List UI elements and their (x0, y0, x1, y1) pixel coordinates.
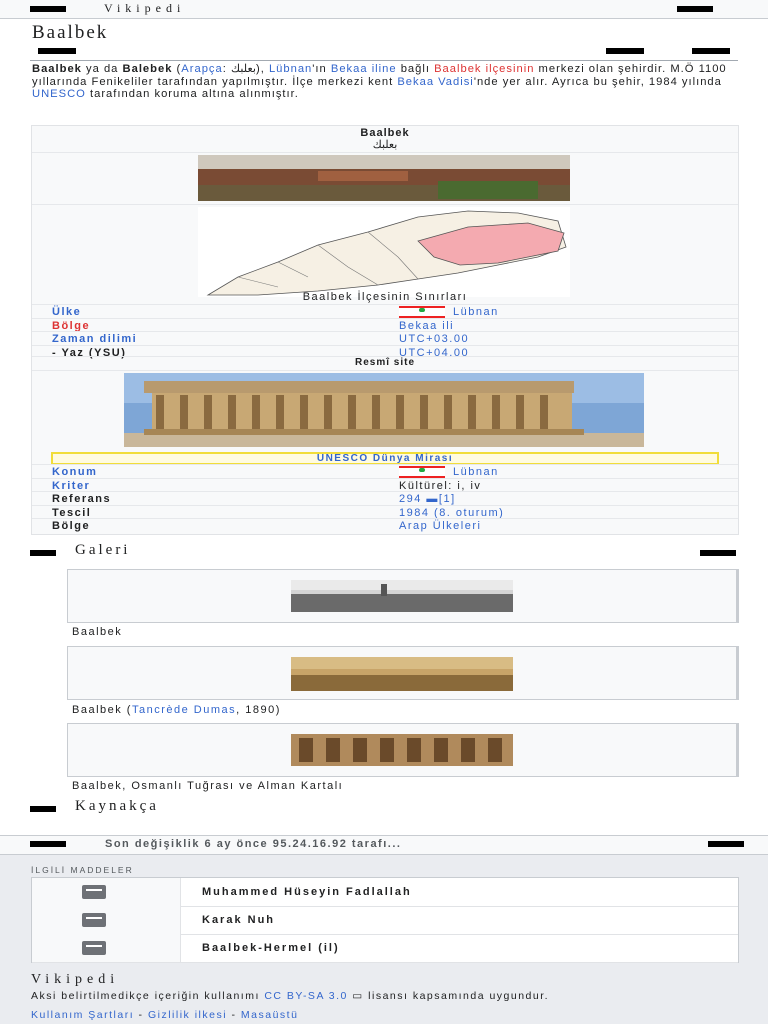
infobox-label: Bölge (52, 520, 91, 532)
infobox-row (32, 331, 738, 346)
relief-panel (461, 738, 475, 762)
infobox-row (32, 304, 738, 319)
relief-panel (326, 738, 340, 762)
temple-column (228, 395, 236, 431)
language-icon[interactable] (38, 48, 76, 54)
infobox-label[interactable]: Kriter (52, 479, 91, 492)
infobox-value-text[interactable]: UTC+04.00 (399, 346, 470, 359)
gallery-item[interactable] (67, 723, 739, 777)
temple-column (492, 395, 500, 431)
temple-column (252, 395, 260, 431)
infobox-label[interactable]: Konum (52, 466, 98, 478)
baalbek-ruins-photo[interactable] (198, 155, 570, 201)
last-modified-bar[interactable] (0, 835, 768, 855)
license-suffix: lisansı kapsamında uygundur. (363, 990, 550, 1002)
relief-panel (299, 738, 313, 762)
infobox-row (32, 505, 738, 520)
lebanon-map[interactable] (198, 207, 570, 297)
intro-link[interactable]: Bekaa iline (330, 63, 397, 75)
page-title: Baalbek (32, 22, 109, 43)
related-header: İLGİLİ MADDELER (31, 865, 134, 875)
section-references-heading[interactable]: Kaynakça (75, 798, 159, 814)
relief-panel (488, 738, 502, 762)
intro-link[interactable]: Bekaa Vadisi (397, 75, 474, 88)
infobox-value (399, 507, 504, 519)
infobox-value-text[interactable]: 294 ▬[1] (399, 493, 456, 505)
footer-link-privacy[interactable]: Gizlilik ilkesi (147, 1009, 228, 1021)
infobox-value-text: Kültürel: i, iv (399, 479, 482, 492)
infobox-value (399, 466, 499, 478)
temple-of-bacchus-photo[interactable] (124, 373, 644, 447)
intro-link[interactable]: UNESCO (32, 88, 86, 101)
lebanon-flag-icon (399, 466, 445, 478)
search-icon[interactable] (677, 6, 713, 12)
chevron-right-icon (708, 841, 744, 847)
official-site[interactable]: Resmî site (32, 356, 738, 371)
infobox-value (399, 520, 481, 532)
gallery-image-1[interactable] (291, 580, 513, 612)
temple-column (420, 395, 428, 431)
map-row (32, 204, 738, 305)
gallery-item[interactable] (67, 646, 739, 700)
temple-column (276, 395, 284, 431)
intro-text: Balebek (122, 63, 173, 75)
temple-column (348, 395, 356, 431)
intro-link[interactable]: Lübnan (268, 63, 313, 75)
intro-link[interactable]: Arapça (181, 63, 223, 75)
infobox-row (32, 478, 738, 493)
relief-panel (407, 738, 421, 762)
gallery-image-2[interactable] (291, 657, 513, 691)
infobox-row (32, 491, 738, 506)
article-icon (82, 941, 106, 955)
license-link[interactable]: CC BY-SA 3.0 (264, 990, 348, 1002)
temple-column (180, 395, 188, 431)
intro-text: ( (172, 63, 182, 75)
infobox-value (399, 306, 499, 318)
infobox-label: Referans (52, 493, 112, 505)
gallery-item[interactable] (67, 569, 739, 623)
gallery-caption (72, 704, 281, 716)
temple-column (468, 395, 476, 431)
temple-column (204, 395, 212, 431)
related-item[interactable] (32, 878, 738, 907)
relief-panel (434, 738, 448, 762)
temple-column (396, 395, 404, 431)
infobox-value (399, 333, 469, 345)
section-toggle-icon[interactable] (30, 806, 56, 812)
intro-text: tarafından koruma altına alınmıştır. (85, 88, 299, 101)
intro-text: merkezi olan şehirdir. M.Ö 1100 yıllarında Fenikeliler tarafından yapılmıştır. İlçe merkezi kent (32, 63, 727, 88)
intro-text: Baalbek (32, 63, 82, 75)
relief-panel (380, 738, 394, 762)
menu-icon[interactable] (30, 6, 66, 12)
section-gallery-heading[interactable]: Galeri (75, 542, 131, 558)
related-item[interactable] (32, 934, 738, 963)
infobox-value-text[interactable]: Lübnan (453, 466, 499, 478)
footer-link-desktop[interactable]: Masaüstü (240, 1009, 299, 1021)
infobox-value-text[interactable]: 1984 (8. oturum) (399, 506, 505, 519)
related-item-label[interactable]: Karak Nuh (202, 914, 276, 926)
infobox-value-text[interactable]: Bekaa ili (399, 319, 455, 332)
section-toggle-icon[interactable] (30, 550, 56, 556)
related-item-label[interactable]: Baalbek-Hermel (il) (202, 942, 340, 954)
infobox-value (399, 493, 456, 505)
intro-text: 'ın (312, 63, 331, 75)
infobox-value (399, 480, 481, 492)
photo-row (32, 152, 738, 203)
infobox-row (32, 318, 738, 333)
intro-text: ya da (81, 63, 123, 75)
infobox-value-text[interactable]: UTC+03.00 (399, 333, 470, 345)
clock-icon (30, 841, 66, 847)
footer-link-terms[interactable]: Kullanım Şartları (31, 1009, 135, 1021)
infobox-value (399, 320, 454, 332)
gallery-caption: Baalbek, Osmanlı Tuğrası ve Alman Kartalı (72, 780, 344, 792)
temple-column (324, 395, 332, 431)
map-caption: Baalbek İlçesinin Sınırları (302, 291, 468, 303)
infobox-value-text[interactable]: Arap Ülkeleri (399, 520, 482, 532)
intro-text: 'nde yer alır. Ayrıca bu şehir, 1984 yılında (473, 75, 722, 88)
related-thumb (32, 934, 181, 962)
separator: - (227, 1009, 241, 1021)
unesco-header-link[interactable]: UNESCO Dünya Mirası (316, 453, 454, 464)
footer-wordmark: Vikipedi (31, 972, 120, 987)
related-articles (31, 877, 739, 963)
related-item-label[interactable]: Muhammed Hüseyin Fadlallah (202, 886, 412, 898)
intro-paragraph (32, 63, 738, 101)
license-text (31, 991, 737, 1002)
temple-column (516, 395, 524, 431)
temple-column (372, 395, 380, 431)
infobox-label: Tescil (52, 506, 92, 519)
top-header (0, 0, 768, 19)
temple-column (444, 395, 452, 431)
infobox-value-text[interactable]: Lübnan (453, 306, 499, 318)
lebanon-flag-icon (399, 306, 445, 318)
footer-links (31, 1009, 298, 1021)
license-prefix: Aksi belirtilmedikçe içeriğin kullanımı (31, 990, 265, 1002)
article-icon (82, 885, 106, 899)
infobox-label[interactable]: Ülke (52, 306, 82, 318)
license-icon: ▭ (347, 990, 364, 1002)
intro-text: bağlı (396, 63, 435, 75)
infobox-subtitle: بعلبك (372, 139, 398, 151)
infobox-row (32, 518, 738, 533)
caption-text: Baalbek ( (72, 704, 132, 716)
infobox-title: Baalbek (360, 127, 410, 139)
infobox-label[interactable]: - Yaz (YSU) (52, 346, 127, 359)
gallery-caption: Baalbek (72, 626, 123, 638)
relief-panel (353, 738, 367, 762)
infobox (31, 125, 739, 535)
intro-redlink[interactable]: Baalbek ilçesinin (434, 63, 535, 75)
separator: - (134, 1009, 148, 1021)
caption-text: , 1890) (236, 704, 281, 716)
temple-column (540, 395, 548, 431)
last-modified-text[interactable]: Son değişiklik 6 ay önce 95.24.16.92 tarafı... (105, 838, 402, 850)
edit-icon[interactable] (692, 48, 730, 54)
article-icon (82, 913, 106, 927)
infobox-row (32, 464, 738, 479)
caption-link[interactable]: Tancrède Dumas (131, 704, 237, 716)
infobox-label[interactable]: Zaman dilimi (52, 333, 138, 345)
intro-text: : بعلبك), (222, 63, 269, 75)
related-thumb (32, 906, 181, 934)
infobox-label[interactable]: Bölge (52, 319, 91, 332)
gallery-image-3[interactable] (291, 734, 513, 766)
section-edit-icon[interactable] (700, 550, 736, 556)
related-item[interactable] (32, 906, 738, 935)
watch-icon[interactable] (606, 48, 644, 54)
related-thumb (32, 878, 181, 906)
temple-row (32, 370, 738, 451)
title-divider (30, 60, 738, 61)
temple-column (156, 395, 164, 431)
temple-column (300, 395, 308, 431)
wordmark[interactable]: Vikipedi (104, 1, 186, 15)
